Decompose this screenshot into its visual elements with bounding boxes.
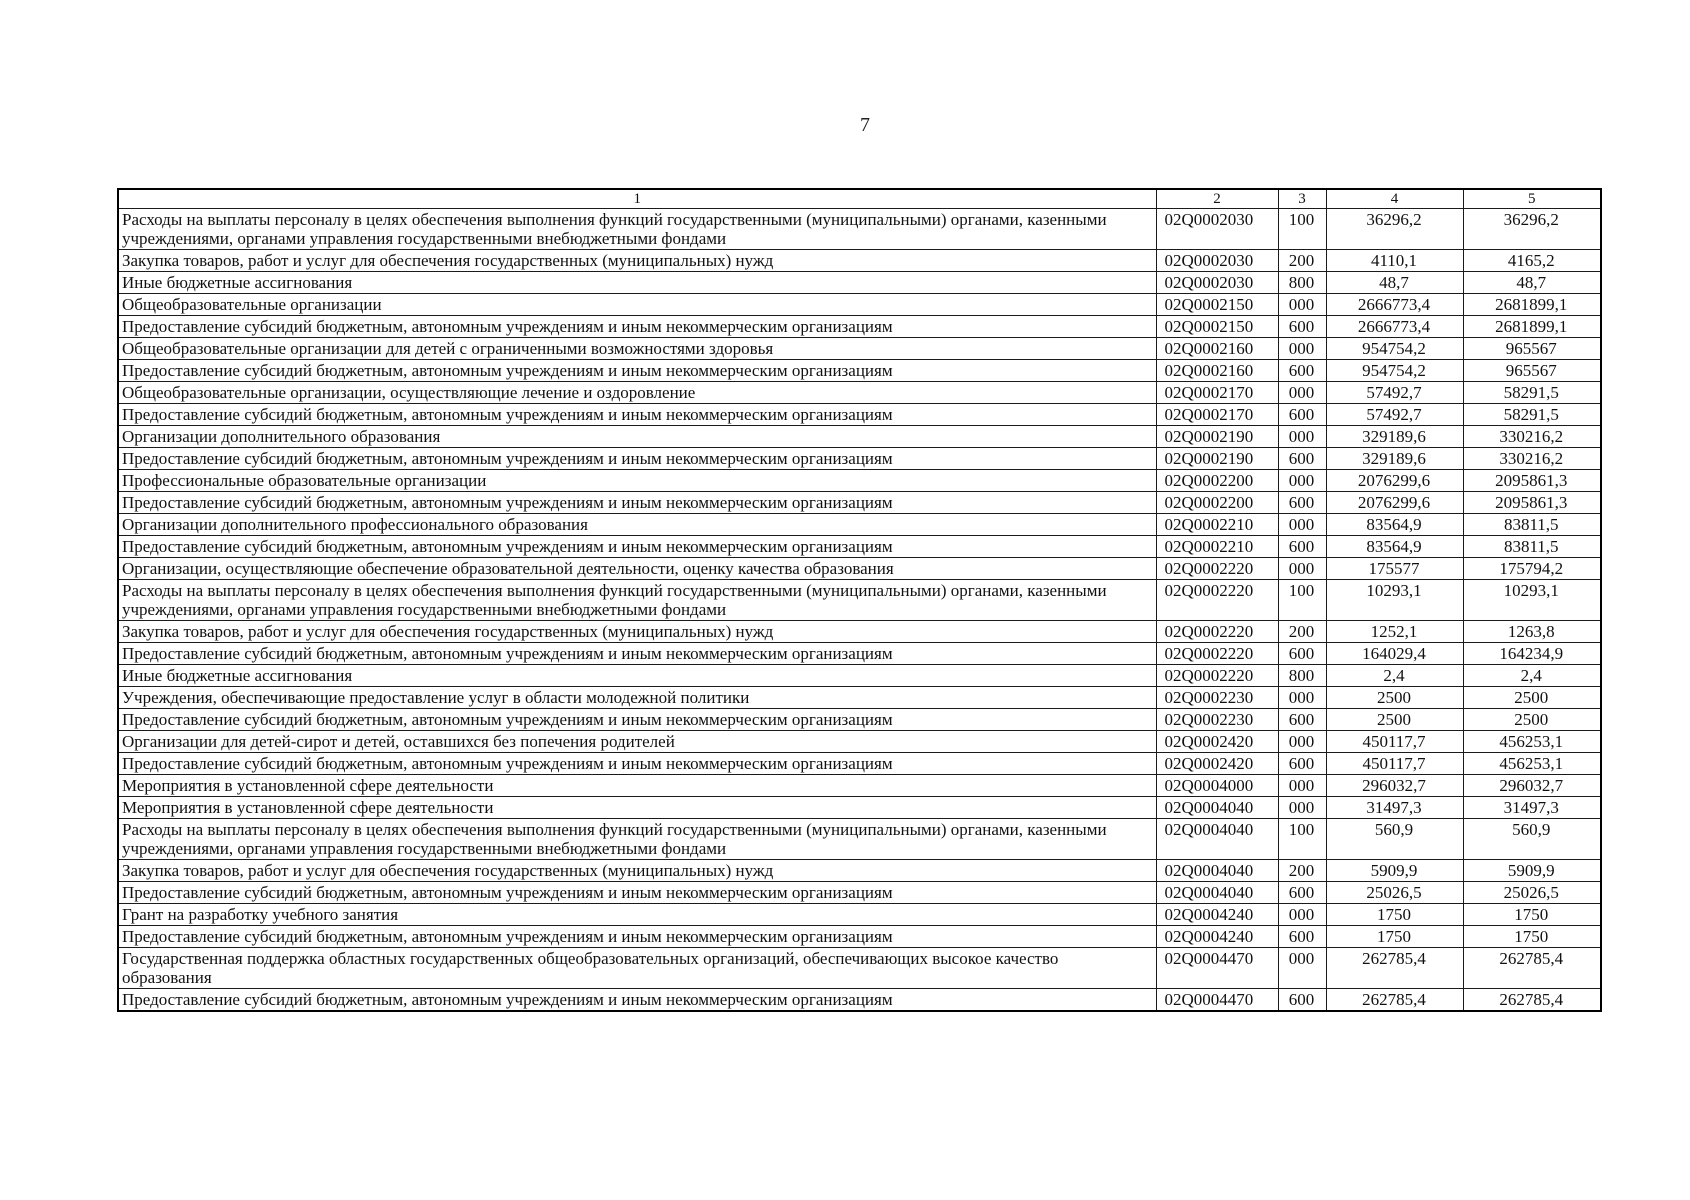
row-type-cell: 600 xyxy=(1278,492,1326,514)
row-code-cell: 02Q0002200 xyxy=(1156,492,1278,514)
table-row xyxy=(118,338,1601,360)
row-value-4-cell: 164029,4 xyxy=(1326,643,1463,665)
row-value-4-cell: 329189,6 xyxy=(1326,426,1463,448)
row-type-cell: 600 xyxy=(1278,926,1326,948)
row-code-cell: 02Q0002200 xyxy=(1156,470,1278,492)
row-name-cell: Общеобразовательные организации для детей с ограниченными возможностями здоровья xyxy=(118,338,1156,360)
table-row xyxy=(118,621,1601,643)
table-row xyxy=(118,709,1601,731)
row-value-5-cell: 83811,5 xyxy=(1463,536,1601,558)
table-row xyxy=(118,514,1601,536)
row-name-cell: Предоставление субсидий бюджетным, автономным учреждениям и иным некоммерческим организациям xyxy=(118,404,1156,426)
row-value-5-cell: 2500 xyxy=(1463,709,1601,731)
row-value-5-cell: 2095861,3 xyxy=(1463,492,1601,514)
row-type-cell: 000 xyxy=(1278,687,1326,709)
table-row xyxy=(118,580,1601,621)
row-type-cell: 100 xyxy=(1278,209,1326,250)
row-code-cell: 02Q0002160 xyxy=(1156,360,1278,382)
row-value-5-cell: 48,7 xyxy=(1463,272,1601,294)
row-type-cell: 800 xyxy=(1278,665,1326,687)
budget-table xyxy=(117,188,1602,1012)
row-name-cell: Общеобразовательные организации xyxy=(118,294,1156,316)
table-row xyxy=(118,882,1601,904)
row-name-cell: Предоставление субсидий бюджетным, автономным учреждениям и иным некоммерческим организациям xyxy=(118,926,1156,948)
table-row xyxy=(118,904,1601,926)
table-row xyxy=(118,819,1601,860)
row-name-cell: Предоставление субсидий бюджетным, автономным учреждениям и иным некоммерческим организациям xyxy=(118,316,1156,338)
table-row xyxy=(118,250,1601,272)
header-row xyxy=(118,189,1601,209)
row-name-cell: Мероприятия в установленной сфере деятельности xyxy=(118,775,1156,797)
row-type-cell: 600 xyxy=(1278,753,1326,775)
row-value-4-cell: 954754,2 xyxy=(1326,338,1463,360)
row-code-cell: 02Q0002030 xyxy=(1156,209,1278,250)
row-code-cell: 02Q0002190 xyxy=(1156,426,1278,448)
table-body xyxy=(118,209,1601,1012)
row-code-cell: 02Q0002030 xyxy=(1156,272,1278,294)
row-value-5-cell: 2681899,1 xyxy=(1463,294,1601,316)
row-type-cell: 000 xyxy=(1278,558,1326,580)
row-value-5-cell: 456253,1 xyxy=(1463,753,1601,775)
row-value-4-cell: 296032,7 xyxy=(1326,775,1463,797)
row-code-cell: 02Q0002160 xyxy=(1156,338,1278,360)
row-type-cell: 600 xyxy=(1278,536,1326,558)
table-row xyxy=(118,989,1601,1012)
row-code-cell: 02Q0002210 xyxy=(1156,536,1278,558)
row-value-4-cell: 2500 xyxy=(1326,709,1463,731)
row-code-cell: 02Q0004040 xyxy=(1156,819,1278,860)
row-type-cell: 200 xyxy=(1278,860,1326,882)
row-code-cell: 02Q0004040 xyxy=(1156,882,1278,904)
row-value-5-cell: 965567 xyxy=(1463,360,1601,382)
row-name-cell: Организации дополнительного образования xyxy=(118,426,1156,448)
row-value-5-cell: 965567 xyxy=(1463,338,1601,360)
column-header: 4 xyxy=(1326,189,1463,209)
row-name-cell: Предоставление субсидий бюджетным, автономным учреждениям и иным некоммерческим организациям xyxy=(118,882,1156,904)
row-name-cell: Учреждения, обеспечивающие предоставление услуг в области молодежной политики xyxy=(118,687,1156,709)
row-value-5-cell: 175794,2 xyxy=(1463,558,1601,580)
table-row xyxy=(118,860,1601,882)
row-value-4-cell: 2076299,6 xyxy=(1326,492,1463,514)
table-row xyxy=(118,643,1601,665)
row-value-4-cell: 1750 xyxy=(1326,904,1463,926)
row-value-4-cell: 31497,3 xyxy=(1326,797,1463,819)
row-type-cell: 600 xyxy=(1278,360,1326,382)
row-code-cell: 02Q0002170 xyxy=(1156,404,1278,426)
row-value-5-cell: 1750 xyxy=(1463,926,1601,948)
row-value-5-cell: 2681899,1 xyxy=(1463,316,1601,338)
row-value-4-cell: 2666773,4 xyxy=(1326,294,1463,316)
table-row xyxy=(118,558,1601,580)
row-value-4-cell: 83564,9 xyxy=(1326,536,1463,558)
row-value-5-cell: 1263,8 xyxy=(1463,621,1601,643)
row-value-4-cell: 83564,9 xyxy=(1326,514,1463,536)
table-row xyxy=(118,272,1601,294)
table-row xyxy=(118,687,1601,709)
row-value-5-cell: 262785,4 xyxy=(1463,989,1601,1012)
row-type-cell: 000 xyxy=(1278,338,1326,360)
row-value-5-cell: 330216,2 xyxy=(1463,448,1601,470)
row-code-cell: 02Q0002220 xyxy=(1156,621,1278,643)
row-value-4-cell: 48,7 xyxy=(1326,272,1463,294)
row-value-5-cell: 262785,4 xyxy=(1463,948,1601,989)
row-code-cell: 02Q0002150 xyxy=(1156,294,1278,316)
row-code-cell: 02Q0002190 xyxy=(1156,448,1278,470)
row-name-cell: Государственная поддержка областных государственных общеобразовательных организаций, обеспечивающих высокое качество образования xyxy=(118,948,1156,989)
row-value-4-cell: 1750 xyxy=(1326,926,1463,948)
row-name-cell: Организации, осуществляющие обеспечение образовательной деятельности, оценку качества образования xyxy=(118,558,1156,580)
table-row xyxy=(118,775,1601,797)
row-type-cell: 600 xyxy=(1278,404,1326,426)
row-code-cell: 02Q0002210 xyxy=(1156,514,1278,536)
row-code-cell: 02Q0002220 xyxy=(1156,643,1278,665)
row-code-cell: 02Q0004240 xyxy=(1156,904,1278,926)
row-value-4-cell: 560,9 xyxy=(1326,819,1463,860)
row-value-4-cell: 1252,1 xyxy=(1326,621,1463,643)
table-row xyxy=(118,448,1601,470)
row-value-4-cell: 2666773,4 xyxy=(1326,316,1463,338)
row-type-cell: 200 xyxy=(1278,250,1326,272)
row-type-cell: 600 xyxy=(1278,643,1326,665)
row-value-4-cell: 262785,4 xyxy=(1326,989,1463,1012)
row-code-cell: 02Q0002420 xyxy=(1156,731,1278,753)
row-code-cell: 02Q0002220 xyxy=(1156,580,1278,621)
row-code-cell: 02Q0002030 xyxy=(1156,250,1278,272)
row-value-4-cell: 262785,4 xyxy=(1326,948,1463,989)
table-row xyxy=(118,665,1601,687)
row-value-5-cell: 58291,5 xyxy=(1463,404,1601,426)
row-code-cell: 02Q0002220 xyxy=(1156,665,1278,687)
row-code-cell: 02Q0004470 xyxy=(1156,989,1278,1012)
table-row xyxy=(118,209,1601,250)
row-value-5-cell: 10293,1 xyxy=(1463,580,1601,621)
row-type-cell: 600 xyxy=(1278,882,1326,904)
row-value-5-cell: 2,4 xyxy=(1463,665,1601,687)
row-type-cell: 600 xyxy=(1278,316,1326,338)
table-row xyxy=(118,426,1601,448)
row-name-cell: Предоставление субсидий бюджетным, автономным учреждениям и иным некоммерческим организациям xyxy=(118,753,1156,775)
row-type-cell: 000 xyxy=(1278,294,1326,316)
row-name-cell: Иные бюджетные ассигнования xyxy=(118,272,1156,294)
row-code-cell: 02Q0002150 xyxy=(1156,316,1278,338)
column-header: 2 xyxy=(1156,189,1278,209)
row-code-cell: 02Q0004040 xyxy=(1156,797,1278,819)
row-code-cell: 02Q0002420 xyxy=(1156,753,1278,775)
row-name-cell: Предоставление субсидий бюджетным, автономным учреждениям и иным некоммерческим организациям xyxy=(118,492,1156,514)
row-type-cell: 000 xyxy=(1278,470,1326,492)
row-value-4-cell: 329189,6 xyxy=(1326,448,1463,470)
row-type-cell: 000 xyxy=(1278,797,1326,819)
row-value-4-cell: 2076299,6 xyxy=(1326,470,1463,492)
row-name-cell: Иные бюджетные ассигнования xyxy=(118,665,1156,687)
row-code-cell: 02Q0004000 xyxy=(1156,775,1278,797)
row-value-5-cell: 25026,5 xyxy=(1463,882,1601,904)
row-value-5-cell: 2095861,3 xyxy=(1463,470,1601,492)
row-type-cell: 000 xyxy=(1278,948,1326,989)
row-type-cell: 600 xyxy=(1278,709,1326,731)
row-type-cell: 100 xyxy=(1278,580,1326,621)
table-row xyxy=(118,382,1601,404)
row-name-cell: Закупка товаров, работ и услуг для обеспечения государственных (муниципальных) нужд xyxy=(118,860,1156,882)
row-code-cell: 02Q0002230 xyxy=(1156,709,1278,731)
row-value-5-cell: 560,9 xyxy=(1463,819,1601,860)
row-value-5-cell: 2500 xyxy=(1463,687,1601,709)
row-value-4-cell: 4110,1 xyxy=(1326,250,1463,272)
row-value-4-cell: 2500 xyxy=(1326,687,1463,709)
table-row xyxy=(118,731,1601,753)
page-number: 7 xyxy=(860,114,870,136)
row-value-5-cell: 83811,5 xyxy=(1463,514,1601,536)
row-value-4-cell: 2,4 xyxy=(1326,665,1463,687)
row-type-cell: 600 xyxy=(1278,448,1326,470)
row-type-cell: 000 xyxy=(1278,426,1326,448)
row-name-cell: Расходы на выплаты персоналу в целях обеспечения выполнения функций государственными (муниципальными) органами, казенными учреждениями, органами управления государственными внебюджетными фондами xyxy=(118,209,1156,250)
table-row xyxy=(118,404,1601,426)
row-value-5-cell: 4165,2 xyxy=(1463,250,1601,272)
row-name-cell: Расходы на выплаты персоналу в целях обеспечения выполнения функций государственными (муниципальными) органами, казенными учреждениями, органами управления государственными внебюджетными фондами xyxy=(118,819,1156,860)
row-name-cell: Организации дополнительного профессионального образования xyxy=(118,514,1156,536)
row-name-cell: Предоставление субсидий бюджетным, автономным учреждениям и иным некоммерческим организациям xyxy=(118,989,1156,1012)
table-row xyxy=(118,360,1601,382)
row-value-4-cell: 10293,1 xyxy=(1326,580,1463,621)
row-name-cell: Общеобразовательные организации, осуществляющие лечение и оздоровление xyxy=(118,382,1156,404)
row-value-4-cell: 450117,7 xyxy=(1326,753,1463,775)
row-type-cell: 600 xyxy=(1278,989,1326,1012)
row-name-cell: Грант на разработку учебного занятия xyxy=(118,904,1156,926)
row-type-cell: 000 xyxy=(1278,731,1326,753)
row-code-cell: 02Q0004040 xyxy=(1156,860,1278,882)
row-value-5-cell: 456253,1 xyxy=(1463,731,1601,753)
row-value-5-cell: 31497,3 xyxy=(1463,797,1601,819)
row-value-4-cell: 954754,2 xyxy=(1326,360,1463,382)
row-value-4-cell: 57492,7 xyxy=(1326,404,1463,426)
row-name-cell: Мероприятия в установленной сфере деятельности xyxy=(118,797,1156,819)
row-name-cell: Предоставление субсидий бюджетным, автономным учреждениям и иным некоммерческим организациям xyxy=(118,643,1156,665)
row-value-5-cell: 36296,2 xyxy=(1463,209,1601,250)
row-name-cell: Расходы на выплаты персоналу в целях обеспечения выполнения функций государственными (муниципальными) органами, казенными учреждениями, органами управления государственными внебюджетными фондами xyxy=(118,580,1156,621)
table-row xyxy=(118,492,1601,514)
row-value-5-cell: 58291,5 xyxy=(1463,382,1601,404)
table-row xyxy=(118,316,1601,338)
row-name-cell: Организации для детей-сирот и детей, оставшихся без попечения родителей xyxy=(118,731,1156,753)
row-name-cell: Предоставление субсидий бюджетным, автономным учреждениям и иным некоммерческим организациям xyxy=(118,448,1156,470)
row-name-cell: Предоставление субсидий бюджетным, автономным учреждениям и иным некоммерческим организациям xyxy=(118,536,1156,558)
row-name-cell: Закупка товаров, работ и услуг для обеспечения государственных (муниципальных) нужд xyxy=(118,250,1156,272)
row-value-4-cell: 25026,5 xyxy=(1326,882,1463,904)
column-header: 1 xyxy=(118,189,1156,209)
table-row xyxy=(118,470,1601,492)
row-type-cell: 100 xyxy=(1278,819,1326,860)
table-header xyxy=(118,189,1601,209)
row-value-4-cell: 450117,7 xyxy=(1326,731,1463,753)
row-value-4-cell: 57492,7 xyxy=(1326,382,1463,404)
table-row xyxy=(118,753,1601,775)
row-type-cell: 000 xyxy=(1278,775,1326,797)
row-value-5-cell: 296032,7 xyxy=(1463,775,1601,797)
row-code-cell: 02Q0002170 xyxy=(1156,382,1278,404)
row-value-4-cell: 5909,9 xyxy=(1326,860,1463,882)
table-row xyxy=(118,926,1601,948)
row-code-cell: 02Q0004470 xyxy=(1156,948,1278,989)
row-type-cell: 000 xyxy=(1278,382,1326,404)
table-row xyxy=(118,294,1601,316)
row-name-cell: Предоставление субсидий бюджетным, автономным учреждениям и иным некоммерческим организациям xyxy=(118,360,1156,382)
row-type-cell: 000 xyxy=(1278,514,1326,536)
row-name-cell: Закупка товаров, работ и услуг для обеспечения государственных (муниципальных) нужд xyxy=(118,621,1156,643)
row-value-5-cell: 164234,9 xyxy=(1463,643,1601,665)
row-name-cell: Предоставление субсидий бюджетным, автономным учреждениям и иным некоммерческим организациям xyxy=(118,709,1156,731)
table-row xyxy=(118,536,1601,558)
table-row xyxy=(118,948,1601,989)
row-type-cell: 000 xyxy=(1278,904,1326,926)
row-value-5-cell: 1750 xyxy=(1463,904,1601,926)
row-value-5-cell: 5909,9 xyxy=(1463,860,1601,882)
row-name-cell: Профессиональные образовательные организации xyxy=(118,470,1156,492)
row-code-cell: 02Q0002220 xyxy=(1156,558,1278,580)
row-value-4-cell: 36296,2 xyxy=(1326,209,1463,250)
row-code-cell: 02Q0004240 xyxy=(1156,926,1278,948)
row-value-5-cell: 330216,2 xyxy=(1463,426,1601,448)
table-row xyxy=(118,797,1601,819)
row-type-cell: 200 xyxy=(1278,621,1326,643)
column-header: 3 xyxy=(1278,189,1326,209)
column-header: 5 xyxy=(1463,189,1601,209)
row-value-4-cell: 175577 xyxy=(1326,558,1463,580)
row-type-cell: 800 xyxy=(1278,272,1326,294)
row-code-cell: 02Q0002230 xyxy=(1156,687,1278,709)
